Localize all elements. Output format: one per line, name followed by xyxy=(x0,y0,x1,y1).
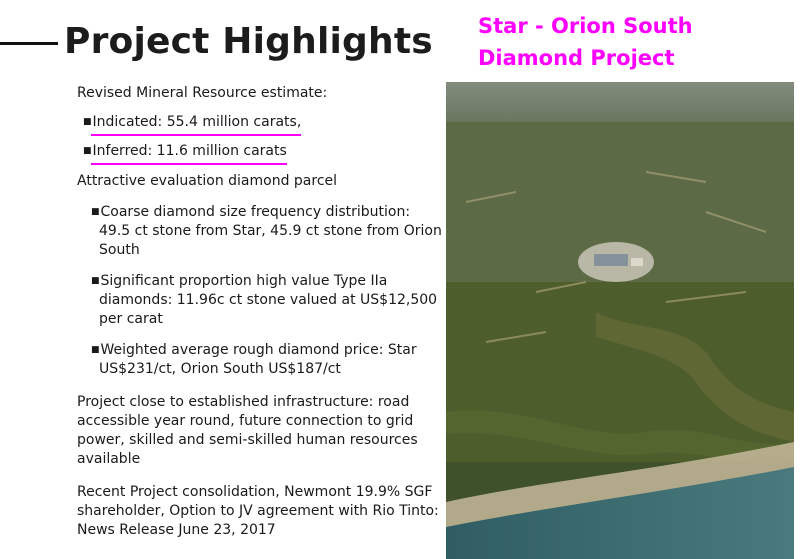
bullet-type-iia xyxy=(91,272,442,329)
indicated-text: Indicated: 55.4 million carats, xyxy=(92,114,302,130)
bullet-square-icon: ■ xyxy=(83,146,92,156)
infrastructure-text: Project close to established infrastructure: road accessible year round, future connection to grid power, skilled and semi-skilled human resources available xyxy=(77,394,418,467)
inferred-text: Inferred: 11.6 million carats xyxy=(92,143,287,159)
bullet-square-icon: ■ xyxy=(91,207,100,217)
type-iia-text: Significant proportion high value Type IIa diamonds: 11.96c ct stone valued at US$12,500 per carat xyxy=(99,273,438,327)
bullet-inferred xyxy=(83,142,442,165)
bullet-square-icon: ■ xyxy=(91,276,100,286)
indicated-underline xyxy=(83,113,302,136)
bullet-indicated xyxy=(83,113,442,136)
bullet-square-icon: ■ xyxy=(91,345,100,355)
size-distribution-text: Coarse diamond size frequency distribution: 49.5 ct stone from Star, 45.9 ct stone from Orion South xyxy=(99,204,442,258)
page-title: Project Highlights xyxy=(64,21,433,62)
title-rule xyxy=(0,42,58,45)
project-title xyxy=(478,10,798,74)
bullet-price xyxy=(91,341,442,379)
aerial-landscape-illustration xyxy=(446,82,794,559)
project-title-line1: Star - Orion South xyxy=(478,14,693,38)
price-text: Weighted average rough diamond price: Star US$231/ct, Orion South US$187/ct xyxy=(99,342,417,377)
parcel-heading: Attractive evaluation diamond parcel xyxy=(77,173,338,189)
bullet-square-icon: ■ xyxy=(83,117,92,127)
resource-heading: Revised Mineral Resource estimate: xyxy=(77,85,328,101)
inferred-underline xyxy=(83,142,287,165)
consolidation-text: Recent Project consolidation, Newmont 19.9% SGF shareholder, Option to JV agreement with Rio Tinto: News Release June 23, 2017 xyxy=(77,484,439,538)
aerial-site-photo xyxy=(446,82,794,559)
project-title-line2: Diamond Project xyxy=(478,46,675,70)
highlights-content xyxy=(77,84,442,540)
bullet-size-distribution xyxy=(91,203,442,260)
